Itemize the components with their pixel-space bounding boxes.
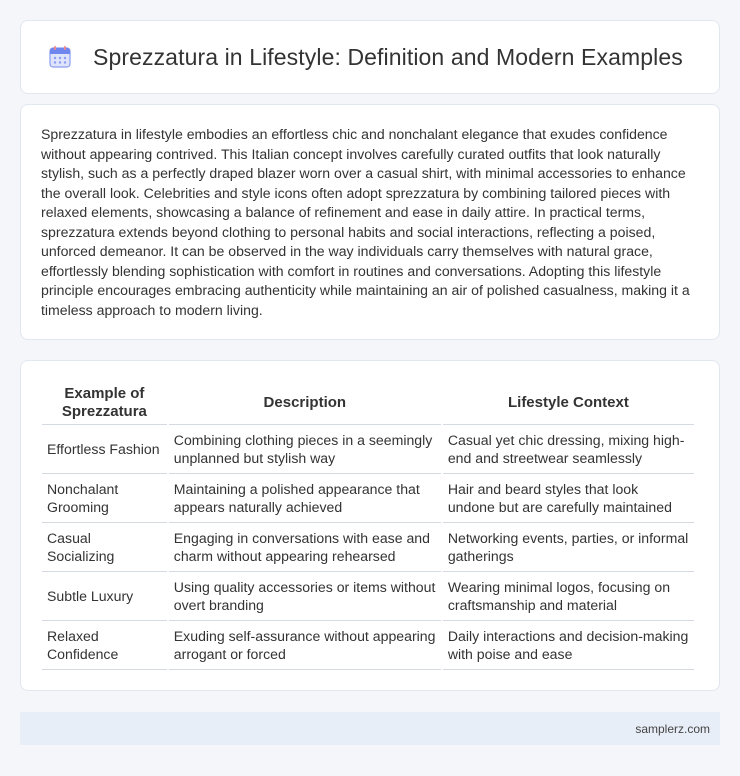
cell-description: Maintaining a polished appearance that appears naturally achieved: [169, 474, 441, 523]
cell-example: Relaxed Confidence: [42, 621, 167, 670]
cell-description: Engaging in conversations with ease and charm without appearing rehearsed: [169, 523, 441, 572]
column-header-context: Lifestyle Context: [443, 381, 694, 425]
column-header-example: Example of Sprezzatura: [42, 381, 167, 425]
page-title: Sprezzatura in Lifestyle: Definition and Modern Examples: [93, 43, 683, 70]
cell-description: Exuding self-assurance without appearing arrogant or forced: [169, 621, 441, 670]
intro-paragraph: Sprezzatura in lifestyle embodies an effortless chic and nonchalant elegance that exudes confidence without appearing contrived. This Italian concept involves carefully curated outfits that look naturally stylish, such as a perfectly draped blazer worn over a casual shirt, with minimal accessories to enhance the overall look. Celebrities and style icons often adopt sprezzatura by combining tailored pieces with relaxed elements, showcasing a balance of refinement and ease in daily attire. In practical terms, sprezzatura extends beyond clothing to personal habits and social interactions, reflecting a poised, unforced demeanor. It can be observed in the way individuals carry themselves with natural grace, effortlessly blending sophistication with comfort in routines and conversations. Adopting this lifestyle principle encourages embracing authenticity while maintaining an air of polished casualness, making it a timeless approach to modern living.: [41, 126, 690, 318]
cell-example: Subtle Luxury: [42, 572, 167, 621]
cell-context: Wearing minimal logos, focusing on craftsmanship and material: [443, 572, 694, 621]
table-row: [42, 621, 694, 670]
examples-table: [40, 381, 696, 670]
table-row: [42, 425, 694, 474]
cell-context: Daily interactions and decision-making with poise and ease: [443, 621, 694, 670]
cell-context: Hair and beard styles that look undone but are carefully maintained: [443, 474, 694, 523]
cell-example: Effortless Fashion: [42, 425, 167, 474]
cell-example: Nonchalant Grooming: [42, 474, 167, 523]
cell-description: Using quality accessories or items without overt branding: [169, 572, 441, 621]
source-link[interactable]: samplerz.com: [635, 721, 710, 736]
cell-description: Combining clothing pieces in a seemingly unplanned but stylish way: [169, 425, 441, 474]
footer-bar: [20, 712, 720, 745]
cell-context: Networking events, parties, or informal gatherings: [443, 523, 694, 572]
table-header-row: [42, 381, 694, 425]
title-card: [20, 20, 720, 94]
cell-context: Casual yet chic dressing, mixing high-end and streetwear seamlessly: [443, 425, 694, 474]
intro-card: [20, 104, 720, 340]
table-row: [42, 474, 694, 523]
table-row: [42, 523, 694, 572]
cell-example: Casual Socializing: [42, 523, 167, 572]
table-row: [42, 572, 694, 621]
column-header-description: Description: [169, 381, 441, 425]
table-card: [20, 360, 720, 691]
calendar-icon: [47, 44, 73, 70]
